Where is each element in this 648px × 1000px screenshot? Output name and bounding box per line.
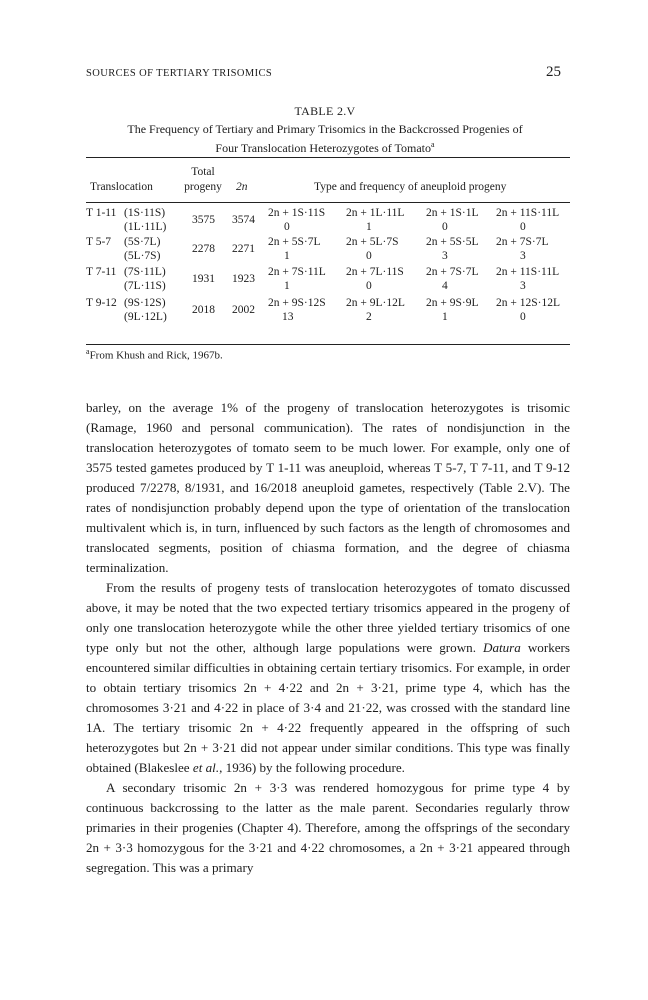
paragraph-2 — [86, 578, 570, 778]
paragraph-2-text-c: , 1936) by the following procedure. — [219, 760, 405, 775]
running-head: SOURCES OF TERTIARY TRISOMICS — [86, 68, 273, 79]
cell-translocation: T 9-12 — [86, 297, 117, 309]
col-header-2n: 2n — [236, 181, 248, 193]
col-header-total-line1: Total — [191, 166, 215, 178]
cell-type-3: 2n + 7S·7L — [426, 266, 479, 278]
cell-type-3: 2n + 9S·9L — [426, 297, 479, 309]
paragraph-2-text-a: From the results of progeny tests of translocation heterozygotes of tomato discussed above, it may be noted that the two expected tertiary trisomics appeared in the progeny of only one translocation heterozygote while the other three yielded tertiary trisomics of one type only but not the other, although large populations were grown. — [86, 580, 570, 655]
col-header-total-line2: progeny — [184, 181, 222, 193]
cell-2n: 2271 — [232, 243, 255, 255]
cell-type-3: 2n + 5S·5L — [426, 236, 479, 248]
cell-total: 2278 — [192, 243, 215, 255]
table-title-footnote-mark: a — [431, 140, 435, 149]
footnote-text: From Khush and Rick, 1967b. — [89, 349, 223, 362]
table-footnote — [86, 347, 223, 362]
cell-total: 1931 — [192, 273, 215, 285]
cell-type-4: 2n + 7S·7L — [496, 236, 549, 248]
cell-total: 3575 — [192, 214, 215, 226]
cell-type-2: 2n + 7L·11S — [346, 266, 404, 278]
page-number: 25 — [546, 64, 561, 80]
cell-freq-4: 0 — [520, 311, 526, 323]
cell-freq-3: 0 — [442, 221, 448, 233]
body-text — [86, 398, 570, 878]
cell-type-4: 2n + 12S·12L — [496, 297, 560, 309]
cell-type-2: 2n + 5L·7S — [346, 236, 399, 248]
paragraph-1: barley, on the average 1% of the progeny of translocation heterozygotes is trisomic (Ramage, 1960 and personal communication). The rates of nondisjunction in the translocation heterozygotes of tomato seem to be much lower. For example, only one of 3575 tested gametes produced by T 1-11 was aneuploid, whereas T 5-7, T 7-11, and T 9-12 produced 7/2278, 8/1931, and 16/2018 aneuploid gametes, respectively (Table 2.V). The rates of nondisjunction probably depend upon the type of orientation of the translocation multivalent which is, in turn, influenced by such factors as the length of chromosomes and translocated segments, position of chiasma formation, and the degree of chiasma terminalization. — [86, 400, 570, 575]
cell-2n: 3574 — [232, 214, 255, 226]
cell-freq-4: 3 — [520, 250, 526, 262]
cell-type-4: 2n + 11S·11L — [496, 207, 560, 219]
table-title-line1: The Frequency of Tertiary and Primary Trisomics in the Backcrossed Progenies of — [127, 122, 523, 136]
cell-type-1: 2n + 9S·12S — [268, 297, 326, 309]
cell-freq-1: 1 — [284, 250, 290, 262]
cell-freq-3: 1 — [442, 311, 448, 323]
col-header-total-progeny — [182, 165, 224, 195]
paragraph-2-text-b: workers encountered similar difficulties in obtaining certain tertiary trisomics. For example, in order to obtain tertiary trisomics 2n + 4·22 and 2n + 3·21, prime type 4, which has the chromosomes 3·21 and 4·22 in place of 3·4 and 21·22, was crossed with the standard line 1A. The tertiary trisomic 2n + 4·22 frequently appeared in the offspring of such heterozygotes but 2n + 3·21 did not appear under similar conditions. This type was finally obtained (Blakeslee — [86, 640, 571, 775]
table-title-line2: Four Translocation Heterozygotes of Tomato — [215, 141, 431, 155]
cell-segment-a: (5S·7L) — [124, 236, 161, 248]
cell-2n: 1923 — [232, 273, 255, 285]
cell-segment-a: (9S·12S) — [124, 297, 166, 309]
cell-translocation: T 1-11 — [86, 207, 117, 219]
cell-segment-a: (1S·11S) — [124, 207, 166, 219]
cell-freq-1: 13 — [282, 311, 294, 323]
cell-2n: 2002 — [232, 304, 255, 316]
cell-type-3: 2n + 1S·1L — [426, 207, 479, 219]
cell-segment-b: (7L·11S) — [124, 280, 166, 292]
cell-segment-a: (7S·11L) — [124, 266, 166, 278]
cell-translocation: T 7-11 — [86, 266, 117, 278]
cell-freq-2: 2 — [366, 311, 372, 323]
col-header-type-frequency: Type and frequency of aneuploid progeny — [314, 181, 507, 193]
cell-freq-2: 0 — [366, 280, 372, 292]
cell-type-1: 2n + 5S·7L — [268, 236, 321, 248]
paragraph-2-italic-etal: et al. — [192, 760, 220, 775]
cell-freq-1: 1 — [284, 280, 290, 292]
cell-segment-b: (1L·11L) — [124, 221, 167, 233]
table-title — [86, 121, 564, 156]
cell-type-2: 2n + 9L·12L — [346, 297, 405, 309]
table-header-rule — [86, 202, 570, 203]
cell-segment-b: (5L·7S) — [124, 250, 161, 262]
table-bottom-rule — [86, 344, 570, 345]
col-header-translocation: Translocation — [90, 181, 153, 193]
footnote-mark: a — [86, 347, 90, 356]
cell-translocation: T 5-7 — [86, 236, 112, 248]
table-label: TABLE 2.V — [294, 104, 356, 118]
cell-freq-3: 3 — [442, 250, 448, 262]
cell-type-1: 2n + 1S·11S — [268, 207, 326, 219]
cell-type-1: 2n + 7S·11L — [268, 266, 326, 278]
cell-freq-4: 3 — [520, 280, 526, 292]
cell-type-4: 2n + 11S·11L — [496, 266, 560, 278]
cell-segment-b: (9L·12L) — [124, 311, 167, 323]
cell-freq-2: 0 — [366, 250, 372, 262]
cell-freq-1: 0 — [284, 221, 290, 233]
cell-freq-3: 4 — [442, 280, 448, 292]
cell-type-2: 2n + 1L·11L — [346, 207, 405, 219]
cell-total: 2018 — [192, 304, 215, 316]
table-top-rule — [86, 157, 570, 158]
cell-freq-2: 1 — [366, 221, 372, 233]
cell-freq-4: 0 — [520, 221, 526, 233]
paragraph-2-italic-datura: Datura — [482, 640, 521, 655]
paragraph-3: A secondary trisomic 2n + 3·3 was rendered homozygous for prime type 4 by continuous backcrossing to the latter as the male parent. Secondaries regularly throw primaries in their progenies (Chapter 4). Therefore, among the offsprings of the secondary 2n + 3·3 homozygous for the 3·21 and 4·22 chromosomes, a 2n + 3·21 appeared through segregation. This was a primary — [86, 780, 570, 875]
